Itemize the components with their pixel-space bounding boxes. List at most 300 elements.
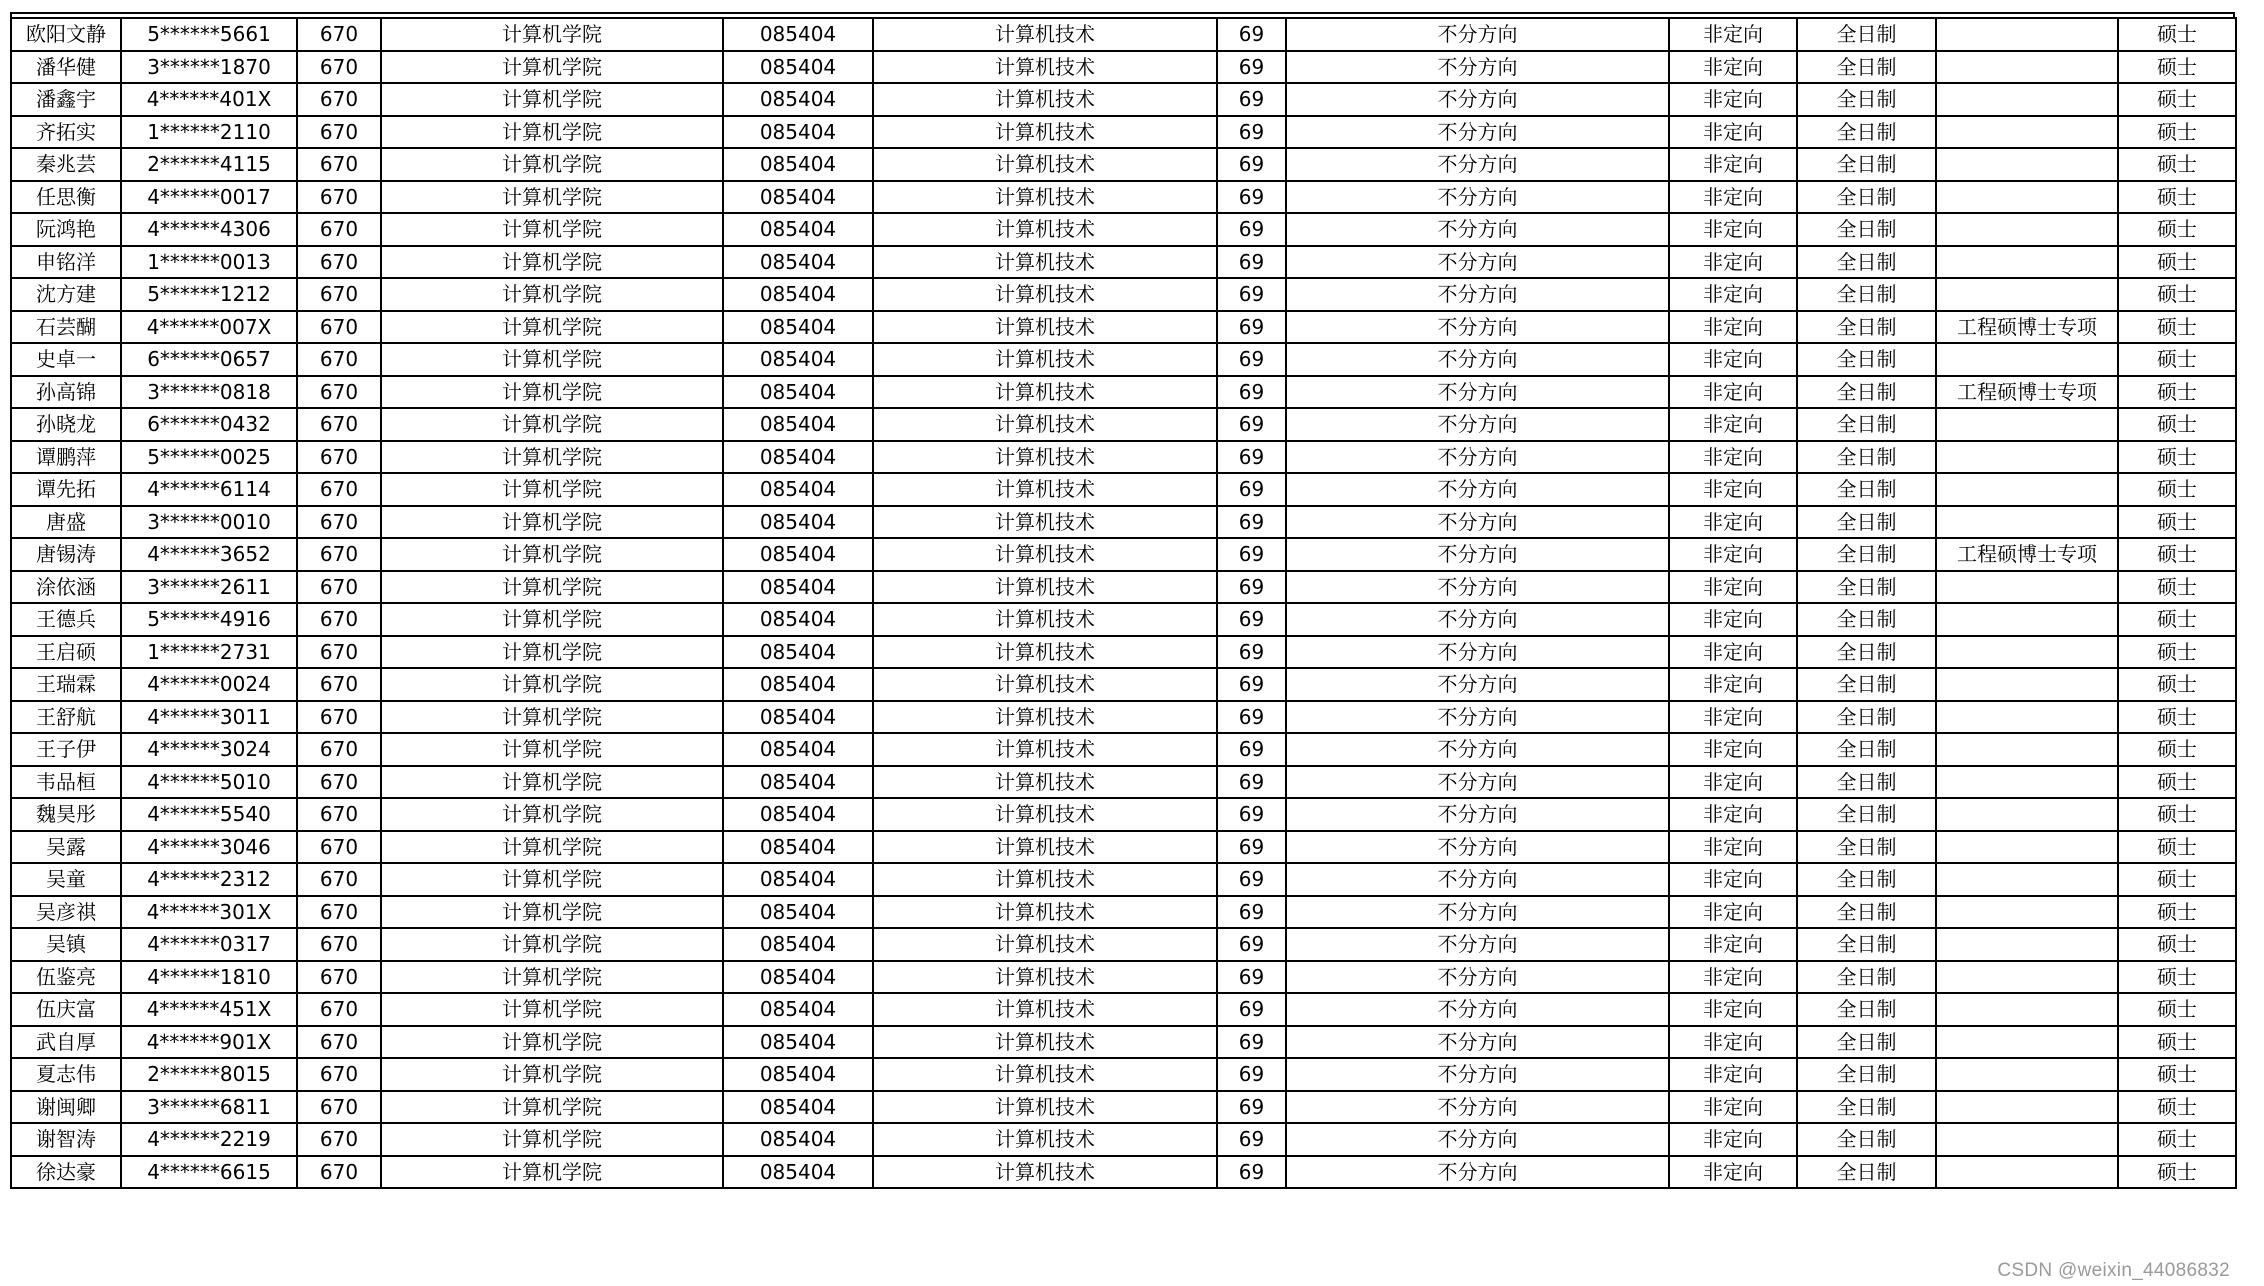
cell-id-masked: 4******4306 <box>121 213 297 246</box>
table-row <box>11 506 2236 539</box>
cell-college: 计算机学院 <box>381 701 723 734</box>
cell-orientation: 非定向 <box>1669 473 1797 506</box>
cell-unit-code: 670 <box>297 246 381 279</box>
cell-id-masked: 5******4916 <box>121 603 297 636</box>
cell-major: 计算机技术 <box>873 473 1217 506</box>
cell-direction: 不分方向 <box>1286 51 1669 84</box>
cell-orientation: 非定向 <box>1669 51 1797 84</box>
table-row <box>11 441 2236 474</box>
cell-degree: 硕士 <box>2118 831 2236 864</box>
cell-major: 计算机技术 <box>873 18 1217 51</box>
cell-orientation: 非定向 <box>1669 863 1797 896</box>
cell-direction: 不分方向 <box>1286 928 1669 961</box>
table-row <box>11 246 2236 279</box>
cell-extra-code: 69 <box>1217 83 1286 116</box>
cell-name: 沈方建 <box>11 278 121 311</box>
cell-degree: 硕士 <box>2118 733 2236 766</box>
cell-major: 计算机技术 <box>873 1091 1217 1124</box>
cell-major-code: 085404 <box>723 538 873 571</box>
cell-degree: 硕士 <box>2118 408 2236 441</box>
cell-extra-code: 69 <box>1217 116 1286 149</box>
cell-direction: 不分方向 <box>1286 1026 1669 1059</box>
cell-name: 吴镇 <box>11 928 121 961</box>
cell-major: 计算机技术 <box>873 766 1217 799</box>
cell-orientation: 非定向 <box>1669 1091 1797 1124</box>
cell-major-code: 085404 <box>723 408 873 441</box>
cell-major-code: 085404 <box>723 993 873 1026</box>
cell-study-mode: 全日制 <box>1797 148 1936 181</box>
cell-orientation: 非定向 <box>1669 278 1797 311</box>
cell-extra-code: 69 <box>1217 766 1286 799</box>
cell-college: 计算机学院 <box>381 1058 723 1091</box>
cell-degree: 硕士 <box>2118 538 2236 571</box>
cell-major: 计算机技术 <box>873 733 1217 766</box>
cell-college: 计算机学院 <box>381 831 723 864</box>
cell-extra-code: 69 <box>1217 506 1286 539</box>
cell-major: 计算机技术 <box>873 798 1217 831</box>
cell-college: 计算机学院 <box>381 246 723 279</box>
cell-name: 潘华健 <box>11 51 121 84</box>
cell-special-program <box>1936 928 2118 961</box>
cell-orientation: 非定向 <box>1669 701 1797 734</box>
cell-direction: 不分方向 <box>1286 181 1669 214</box>
cell-orientation: 非定向 <box>1669 148 1797 181</box>
cell-unit-code: 670 <box>297 863 381 896</box>
cell-id-masked: 4******401X <box>121 83 297 116</box>
cell-special-program <box>1936 506 2118 539</box>
table-row <box>11 181 2236 214</box>
cell-extra-code: 69 <box>1217 1123 1286 1156</box>
cell-degree: 硕士 <box>2118 376 2236 409</box>
cell-extra-code: 69 <box>1217 928 1286 961</box>
cell-direction: 不分方向 <box>1286 1058 1669 1091</box>
cell-id-masked: 4******3024 <box>121 733 297 766</box>
cell-study-mode: 全日制 <box>1797 506 1936 539</box>
cell-direction: 不分方向 <box>1286 1091 1669 1124</box>
cell-major-code: 085404 <box>723 1091 873 1124</box>
table-row <box>11 473 2236 506</box>
cell-extra-code: 69 <box>1217 213 1286 246</box>
cell-degree: 硕士 <box>2118 896 2236 929</box>
cell-major: 计算机技术 <box>873 181 1217 214</box>
cell-name: 王舒航 <box>11 701 121 734</box>
cell-unit-code: 670 <box>297 148 381 181</box>
table-row <box>11 701 2236 734</box>
cell-id-masked: 2******8015 <box>121 1058 297 1091</box>
cell-special-program <box>1936 766 2118 799</box>
cell-unit-code: 670 <box>297 376 381 409</box>
cell-study-mode: 全日制 <box>1797 571 1936 604</box>
cell-major: 计算机技术 <box>873 1123 1217 1156</box>
cell-special-program <box>1936 246 2118 279</box>
cell-extra-code: 69 <box>1217 733 1286 766</box>
cell-college: 计算机学院 <box>381 83 723 116</box>
cell-extra-code: 69 <box>1217 473 1286 506</box>
roster-body <box>11 18 2236 1188</box>
cell-direction: 不分方向 <box>1286 116 1669 149</box>
admission-roster-table <box>10 17 2237 1189</box>
cell-special-program <box>1936 18 2118 51</box>
cell-study-mode: 全日制 <box>1797 311 1936 344</box>
cell-id-masked: 4******0317 <box>121 928 297 961</box>
cell-orientation: 非定向 <box>1669 896 1797 929</box>
cell-direction: 不分方向 <box>1286 441 1669 474</box>
cell-orientation: 非定向 <box>1669 636 1797 669</box>
cell-unit-code: 670 <box>297 961 381 994</box>
cell-name: 阮鸿艳 <box>11 213 121 246</box>
table-row <box>11 538 2236 571</box>
cell-unit-code: 670 <box>297 83 381 116</box>
cell-degree: 硕士 <box>2118 668 2236 701</box>
cell-name: 欧阳文静 <box>11 18 121 51</box>
table-row <box>11 993 2236 1026</box>
cell-special-program <box>1936 408 2118 441</box>
cell-name: 伍鉴亮 <box>11 961 121 994</box>
cell-orientation: 非定向 <box>1669 376 1797 409</box>
cell-direction: 不分方向 <box>1286 831 1669 864</box>
cell-major-code: 085404 <box>723 376 873 409</box>
table-row <box>11 278 2236 311</box>
cell-extra-code: 69 <box>1217 636 1286 669</box>
cell-major: 计算机技术 <box>873 116 1217 149</box>
cell-name: 王启硕 <box>11 636 121 669</box>
cell-special-program <box>1936 1156 2118 1189</box>
cell-major-code: 085404 <box>723 798 873 831</box>
cell-orientation: 非定向 <box>1669 181 1797 214</box>
cell-name: 吴童 <box>11 863 121 896</box>
cell-special-program <box>1936 863 2118 896</box>
cell-unit-code: 670 <box>297 1058 381 1091</box>
cell-degree: 硕士 <box>2118 213 2236 246</box>
cell-orientation: 非定向 <box>1669 408 1797 441</box>
cell-orientation: 非定向 <box>1669 213 1797 246</box>
cell-degree: 硕士 <box>2118 51 2236 84</box>
cell-major-code: 085404 <box>723 863 873 896</box>
cell-orientation: 非定向 <box>1669 603 1797 636</box>
cell-name: 史卓一 <box>11 343 121 376</box>
cell-special-program: 工程硕博士专项 <box>1936 376 2118 409</box>
cell-major-code: 085404 <box>723 246 873 279</box>
cell-study-mode: 全日制 <box>1797 278 1936 311</box>
cell-degree: 硕士 <box>2118 701 2236 734</box>
cell-degree: 硕士 <box>2118 1156 2236 1189</box>
cell-id-masked: 4******3011 <box>121 701 297 734</box>
cell-study-mode: 全日制 <box>1797 701 1936 734</box>
cell-special-program <box>1936 733 2118 766</box>
cell-special-program <box>1936 1026 2118 1059</box>
cell-degree: 硕士 <box>2118 473 2236 506</box>
cell-name: 王德兵 <box>11 603 121 636</box>
cell-college: 计算机学院 <box>381 18 723 51</box>
cell-id-masked: 3******0010 <box>121 506 297 539</box>
cell-orientation: 非定向 <box>1669 766 1797 799</box>
cell-extra-code: 69 <box>1217 408 1286 441</box>
cell-major: 计算机技术 <box>873 51 1217 84</box>
cell-degree: 硕士 <box>2118 863 2236 896</box>
cell-major: 计算机技术 <box>873 1156 1217 1189</box>
cell-study-mode: 全日制 <box>1797 668 1936 701</box>
cell-college: 计算机学院 <box>381 343 723 376</box>
cell-college: 计算机学院 <box>381 1123 723 1156</box>
cell-major-code: 085404 <box>723 701 873 734</box>
watermark: CSDN @weixin_44086832 <box>1997 1260 2230 1281</box>
cell-direction: 不分方向 <box>1286 863 1669 896</box>
cell-unit-code: 670 <box>297 506 381 539</box>
table-row <box>11 766 2236 799</box>
cell-degree: 硕士 <box>2118 798 2236 831</box>
cell-college: 计算机学院 <box>381 506 723 539</box>
cell-orientation: 非定向 <box>1669 571 1797 604</box>
table-row <box>11 896 2236 929</box>
cell-study-mode: 全日制 <box>1797 1091 1936 1124</box>
cell-major-code: 085404 <box>723 18 873 51</box>
cell-major-code: 085404 <box>723 441 873 474</box>
table-row <box>11 961 2236 994</box>
table-row <box>11 18 2236 51</box>
cell-name: 吴露 <box>11 831 121 864</box>
cell-direction: 不分方向 <box>1286 636 1669 669</box>
cell-degree: 硕士 <box>2118 1091 2236 1124</box>
cell-major-code: 085404 <box>723 961 873 994</box>
cell-unit-code: 670 <box>297 668 381 701</box>
cell-degree: 硕士 <box>2118 1058 2236 1091</box>
cell-extra-code: 69 <box>1217 148 1286 181</box>
cell-id-masked: 4******5540 <box>121 798 297 831</box>
cell-degree: 硕士 <box>2118 441 2236 474</box>
cell-special-program <box>1936 213 2118 246</box>
cell-unit-code: 670 <box>297 701 381 734</box>
cell-direction: 不分方向 <box>1286 408 1669 441</box>
cell-extra-code: 69 <box>1217 18 1286 51</box>
cell-orientation: 非定向 <box>1669 1058 1797 1091</box>
cell-major: 计算机技术 <box>873 343 1217 376</box>
cell-degree: 硕士 <box>2118 766 2236 799</box>
cell-direction: 不分方向 <box>1286 701 1669 734</box>
cell-major: 计算机技术 <box>873 148 1217 181</box>
cell-orientation: 非定向 <box>1669 538 1797 571</box>
cell-major: 计算机技术 <box>873 896 1217 929</box>
cell-college: 计算机学院 <box>381 961 723 994</box>
cell-direction: 不分方向 <box>1286 311 1669 344</box>
table-row <box>11 83 2236 116</box>
cell-major-code: 085404 <box>723 766 873 799</box>
cell-orientation: 非定向 <box>1669 18 1797 51</box>
cell-major-code: 085404 <box>723 668 873 701</box>
cell-college: 计算机学院 <box>381 408 723 441</box>
cell-name: 孙晓龙 <box>11 408 121 441</box>
cell-extra-code: 69 <box>1217 798 1286 831</box>
cell-orientation: 非定向 <box>1669 831 1797 864</box>
cell-unit-code: 670 <box>297 896 381 929</box>
cell-special-program <box>1936 148 2118 181</box>
cell-name: 齐拓实 <box>11 116 121 149</box>
cell-direction: 不分方向 <box>1286 766 1669 799</box>
cell-unit-code: 670 <box>297 993 381 1026</box>
cell-name: 武自厚 <box>11 1026 121 1059</box>
cell-study-mode: 全日制 <box>1797 1156 1936 1189</box>
cell-college: 计算机学院 <box>381 473 723 506</box>
cell-unit-code: 670 <box>297 831 381 864</box>
cell-extra-code: 69 <box>1217 668 1286 701</box>
cell-unit-code: 670 <box>297 181 381 214</box>
cell-extra-code: 69 <box>1217 1156 1286 1189</box>
cell-name: 任思衡 <box>11 181 121 214</box>
cell-major-code: 085404 <box>723 311 873 344</box>
cell-orientation: 非定向 <box>1669 1156 1797 1189</box>
cell-major: 计算机技术 <box>873 1058 1217 1091</box>
cell-extra-code: 69 <box>1217 603 1286 636</box>
cell-unit-code: 670 <box>297 1091 381 1124</box>
cell-college: 计算机学院 <box>381 181 723 214</box>
cell-college: 计算机学院 <box>381 928 723 961</box>
table-row <box>11 928 2236 961</box>
table-row <box>11 571 2236 604</box>
cell-major: 计算机技术 <box>873 538 1217 571</box>
cell-unit-code: 670 <box>297 798 381 831</box>
cell-name: 魏昊彤 <box>11 798 121 831</box>
cell-extra-code: 69 <box>1217 863 1286 896</box>
cell-degree: 硕士 <box>2118 83 2236 116</box>
cell-major-code: 085404 <box>723 1156 873 1189</box>
cell-name: 谢闽卿 <box>11 1091 121 1124</box>
cell-college: 计算机学院 <box>381 993 723 1026</box>
cell-extra-code: 69 <box>1217 701 1286 734</box>
cell-id-masked: 4******3652 <box>121 538 297 571</box>
cell-major: 计算机技术 <box>873 213 1217 246</box>
cell-unit-code: 670 <box>297 1156 381 1189</box>
table-row <box>11 148 2236 181</box>
cell-direction: 不分方向 <box>1286 961 1669 994</box>
cell-major-code: 085404 <box>723 51 873 84</box>
cell-extra-code: 69 <box>1217 311 1286 344</box>
table-row <box>11 863 2236 896</box>
cell-name: 秦兆芸 <box>11 148 121 181</box>
cell-major: 计算机技术 <box>873 863 1217 896</box>
cell-major: 计算机技术 <box>873 928 1217 961</box>
cell-unit-code: 670 <box>297 636 381 669</box>
cell-degree: 硕士 <box>2118 993 2236 1026</box>
cell-name: 谭先拓 <box>11 473 121 506</box>
cell-study-mode: 全日制 <box>1797 896 1936 929</box>
cell-special-program: 工程硕博士专项 <box>1936 538 2118 571</box>
cell-study-mode: 全日制 <box>1797 116 1936 149</box>
table-row <box>11 1123 2236 1156</box>
cell-name: 王子伊 <box>11 733 121 766</box>
cell-major-code: 085404 <box>723 896 873 929</box>
cell-special-program <box>1936 961 2118 994</box>
cell-degree: 硕士 <box>2118 246 2236 279</box>
table-row <box>11 311 2236 344</box>
cell-degree: 硕士 <box>2118 928 2236 961</box>
cell-major-code: 085404 <box>723 148 873 181</box>
cell-major: 计算机技术 <box>873 376 1217 409</box>
cell-study-mode: 全日制 <box>1797 831 1936 864</box>
cell-extra-code: 69 <box>1217 278 1286 311</box>
cell-unit-code: 670 <box>297 441 381 474</box>
cell-name: 涂依涵 <box>11 571 121 604</box>
cell-unit-code: 670 <box>297 343 381 376</box>
table-row <box>11 408 2236 441</box>
cell-direction: 不分方向 <box>1286 278 1669 311</box>
cell-orientation: 非定向 <box>1669 1026 1797 1059</box>
cell-major-code: 085404 <box>723 603 873 636</box>
cell-special-program <box>1936 473 2118 506</box>
cell-direction: 不分方向 <box>1286 733 1669 766</box>
cell-special-program <box>1936 993 2118 1026</box>
cell-degree: 硕士 <box>2118 278 2236 311</box>
cell-special-program <box>1936 278 2118 311</box>
cell-orientation: 非定向 <box>1669 668 1797 701</box>
cell-special-program <box>1936 1123 2118 1156</box>
cell-special-program <box>1936 181 2118 214</box>
cell-special-program <box>1936 83 2118 116</box>
cell-degree: 硕士 <box>2118 571 2236 604</box>
cell-extra-code: 69 <box>1217 441 1286 474</box>
cell-orientation: 非定向 <box>1669 961 1797 994</box>
cell-id-masked: 4******0024 <box>121 668 297 701</box>
cell-id-masked: 6******0432 <box>121 408 297 441</box>
cell-id-masked: 4******901X <box>121 1026 297 1059</box>
cell-degree: 硕士 <box>2118 636 2236 669</box>
table-row <box>11 603 2236 636</box>
table-row <box>11 1058 2236 1091</box>
cell-study-mode: 全日制 <box>1797 636 1936 669</box>
cell-college: 计算机学院 <box>381 766 723 799</box>
cell-unit-code: 670 <box>297 538 381 571</box>
cell-name: 吴彦祺 <box>11 896 121 929</box>
cell-study-mode: 全日制 <box>1797 376 1936 409</box>
cell-study-mode: 全日制 <box>1797 1058 1936 1091</box>
cell-id-masked: 4******3046 <box>121 831 297 864</box>
cell-degree: 硕士 <box>2118 18 2236 51</box>
cell-college: 计算机学院 <box>381 603 723 636</box>
cell-unit-code: 670 <box>297 278 381 311</box>
cell-college: 计算机学院 <box>381 863 723 896</box>
cell-special-program <box>1936 668 2118 701</box>
cell-unit-code: 670 <box>297 603 381 636</box>
cell-major: 计算机技术 <box>873 603 1217 636</box>
cell-id-masked: 4******2312 <box>121 863 297 896</box>
cell-study-mode: 全日制 <box>1797 993 1936 1026</box>
cell-special-program <box>1936 798 2118 831</box>
cell-name: 申铭洋 <box>11 246 121 279</box>
table-row <box>11 51 2236 84</box>
cell-direction: 不分方向 <box>1286 896 1669 929</box>
cell-orientation: 非定向 <box>1669 83 1797 116</box>
cell-unit-code: 670 <box>297 1026 381 1059</box>
cell-direction: 不分方向 <box>1286 83 1669 116</box>
cell-direction: 不分方向 <box>1286 473 1669 506</box>
cell-special-program <box>1936 896 2118 929</box>
cell-study-mode: 全日制 <box>1797 1123 1936 1156</box>
cell-unit-code: 670 <box>297 408 381 441</box>
cell-college: 计算机学院 <box>381 733 723 766</box>
cell-major: 计算机技术 <box>873 441 1217 474</box>
cell-college: 计算机学院 <box>381 1026 723 1059</box>
cell-college: 计算机学院 <box>381 668 723 701</box>
cell-unit-code: 670 <box>297 928 381 961</box>
cell-orientation: 非定向 <box>1669 733 1797 766</box>
cell-college: 计算机学院 <box>381 376 723 409</box>
cell-major-code: 085404 <box>723 928 873 961</box>
cell-orientation: 非定向 <box>1669 798 1797 831</box>
cell-major-code: 085404 <box>723 213 873 246</box>
cell-name: 韦品桓 <box>11 766 121 799</box>
cell-id-masked: 4******6615 <box>121 1156 297 1189</box>
cell-major-code: 085404 <box>723 733 873 766</box>
cell-id-masked: 1******2110 <box>121 116 297 149</box>
cell-extra-code: 69 <box>1217 1091 1286 1124</box>
